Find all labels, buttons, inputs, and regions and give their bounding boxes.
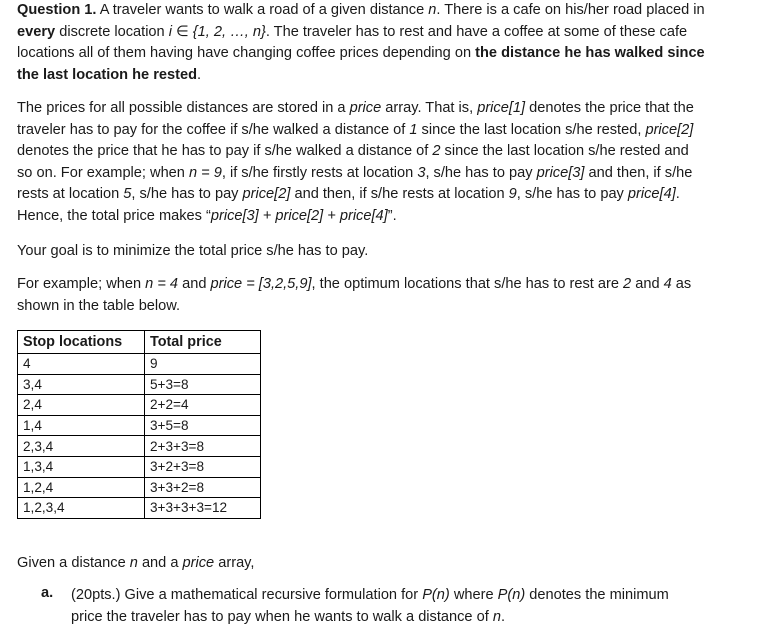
price-cell: 3+2+3=8 [145,456,261,477]
price-cell: 9 [145,354,261,375]
part-a-label: a. [41,585,54,601]
stop-cell: 1,3,4 [18,456,145,477]
price-cell: 3+5=8 [145,415,261,436]
given-paragraph: Given a distance n and a price array, [17,555,255,571]
price-cell: 2+2=4 [145,395,261,416]
table-header-row [18,331,261,354]
stop-cell: 1,2,3,4 [18,498,145,519]
table-row [18,477,261,498]
stop-cell: 1,2,4 [18,477,145,498]
header-total-price: Total price [145,331,261,354]
stop-cell: 2,3,4 [18,436,145,457]
stop-cell: 3,4 [18,374,145,395]
example-paragraph: For example; when n = 4 and price = [3,2,5,9], the optimum locations that s/he has to rest are 2 and 4 as shown in the table below. [17,276,692,314]
table-row [18,498,261,519]
table-row [18,456,261,477]
stop-cell: 2,4 [18,395,145,416]
question-label: Question 1. [17,2,97,18]
price-cell: 3+3+3+3=12 [145,498,261,519]
header-stop-locations: Stop locations [18,331,145,354]
table-row [18,436,261,457]
prices-paragraph: The prices for all possible distances are stored in a price array. That is, price[1] denotes the price that the traveler has to pay for the coffee if s/he walked a distance of 1 since the last location s/he rested, price[2] denotes the price that he has to pay if s/he walked a distance of 2 since the last location s/he rested and so on. For example; when n = 9, if s/he firstly rests at location 3, s/he has to pay price[3] and then, if s/he rests at location 5, s/he has to pay price[2] and then, if s/he rests at location 9, s/he has to pay price[4]. Hence, the total price makes “price[3] + price[2] + price[4]”. [17,100,694,224]
stop-cell: 1,4 [18,415,145,436]
price-cell: 3+3+2=8 [145,477,261,498]
question-intro-paragraph: Question 1. A traveler wants to walk a road of a given distance n. There is a cafe on his/her road placed in every discrete location i ∈ {1, 2, …, n}. The traveler has to rest and have a coffee at some of these cafe locations all of them having have changing coffee prices depending on the distance he has walked since the last location he rested. [17,2,705,83]
price-cell: 2+3+3=8 [145,436,261,457]
table-row [18,374,261,395]
part-a-item [41,585,691,628]
part-a-text: (20pts.) Give a mathematical recursive formulation for P(n) where P(n) denotes the minimum price the traveler has to pay when he wants to walk a distance of n. [71,587,669,625]
table-row [18,415,261,436]
stop-cell: 4 [18,354,145,375]
price-cell: 5+3=8 [145,374,261,395]
goal-paragraph: Your goal is to minimize the total price s/he has to pay. [17,243,369,259]
table-row [18,395,261,416]
stop-locations-table [17,330,261,519]
table-row [18,354,261,375]
